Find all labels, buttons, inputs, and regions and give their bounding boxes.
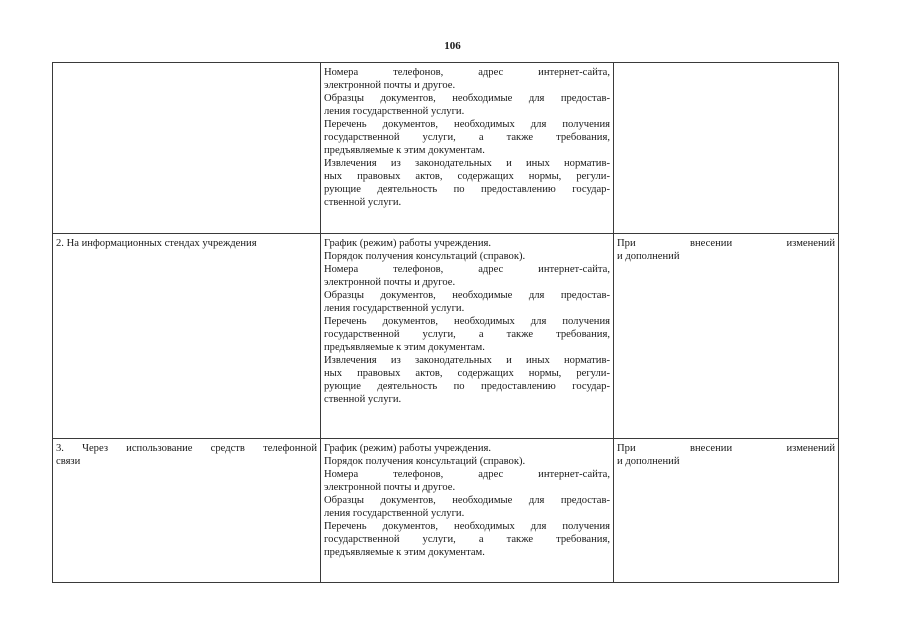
- method-label: связи: [56, 456, 81, 467]
- content-line: государственной услуги, а также требования,: [324, 329, 610, 340]
- content-line: График (режим) работы учреждения.: [324, 238, 492, 249]
- content-cell: [321, 234, 614, 439]
- content-line: государственной услуги, а также требования,: [324, 132, 610, 143]
- content-line: ления государственной услуги.: [324, 303, 465, 314]
- content-line: Порядок получения консультаций (справок).: [324, 456, 526, 467]
- table-row: [53, 234, 839, 439]
- method-label: 3. Через использование средств телефонной: [56, 443, 317, 454]
- content-line: электронной почты и другое.: [324, 482, 456, 493]
- content-line: рующие деятельность по предоставлению государ-: [324, 184, 610, 195]
- content-line: ных правовых актов, содержащих нормы, регули-: [324, 171, 610, 182]
- content-line: предъявляемые к этим документам.: [324, 145, 485, 156]
- page-number: 106: [444, 40, 461, 52]
- update-line: и дополнений: [617, 251, 680, 262]
- content-line: Номера телефонов, адрес интернет-сайта,: [324, 67, 610, 78]
- content-line: Извлечения из законодательных и иных норматив-: [324, 158, 610, 169]
- content-line: Образцы документов, необходимые для предостав-: [324, 93, 610, 104]
- content-line: ления государственной услуги.: [324, 508, 465, 519]
- table-row: [53, 63, 839, 234]
- method-cell: [53, 439, 321, 583]
- update-cell: [614, 439, 839, 583]
- info-methods-table: [52, 62, 839, 583]
- content-line: Извлечения из законодательных и иных норматив-: [324, 355, 610, 366]
- content-line: ственной услуги.: [324, 394, 402, 405]
- update-cell: [614, 234, 839, 439]
- content-line: Перечень документов, необходимых для получения: [324, 119, 610, 130]
- method-cell: [53, 63, 321, 234]
- content-cell: [321, 439, 614, 583]
- content-line: Номера телефонов, адрес интернет-сайта,: [324, 264, 610, 275]
- content-line: Порядок получения консультаций (справок).: [324, 251, 526, 262]
- content-line: Образцы документов, необходимые для предостав-: [324, 495, 610, 506]
- content-line: ственной услуги.: [324, 197, 402, 208]
- content-line: ных правовых актов, содержащих нормы, регули-: [324, 368, 610, 379]
- content-line: электронной почты и другое.: [324, 277, 456, 288]
- table-row: [53, 439, 839, 583]
- content-line: ления государственной услуги.: [324, 106, 465, 117]
- content-line: Номера телефонов, адрес интернет-сайта,: [324, 469, 610, 480]
- content-line: График (режим) работы учреждения.: [324, 443, 492, 454]
- update-line: и дополнений: [617, 456, 680, 467]
- content-line: электронной почты и другое.: [324, 80, 456, 91]
- content-line: предъявляемые к этим документам.: [324, 342, 485, 353]
- content-line: предъявляемые к этим документам.: [324, 547, 485, 558]
- update-cell: [614, 63, 839, 234]
- content-line: Перечень документов, необходимых для получения: [324, 316, 610, 327]
- method-label: 2. На информационных стендах учреждения: [56, 238, 257, 249]
- update-line: При внесении изменений: [617, 238, 835, 249]
- content-line: рующие деятельность по предоставлению государ-: [324, 381, 610, 392]
- content-line: Образцы документов, необходимые для предостав-: [324, 290, 610, 301]
- content-line: Перечень документов, необходимых для получения: [324, 521, 610, 532]
- method-cell: [53, 234, 321, 439]
- content-line: государственной услуги, а также требования,: [324, 534, 610, 545]
- update-line: При внесении изменений: [617, 443, 835, 454]
- content-cell: [321, 63, 614, 234]
